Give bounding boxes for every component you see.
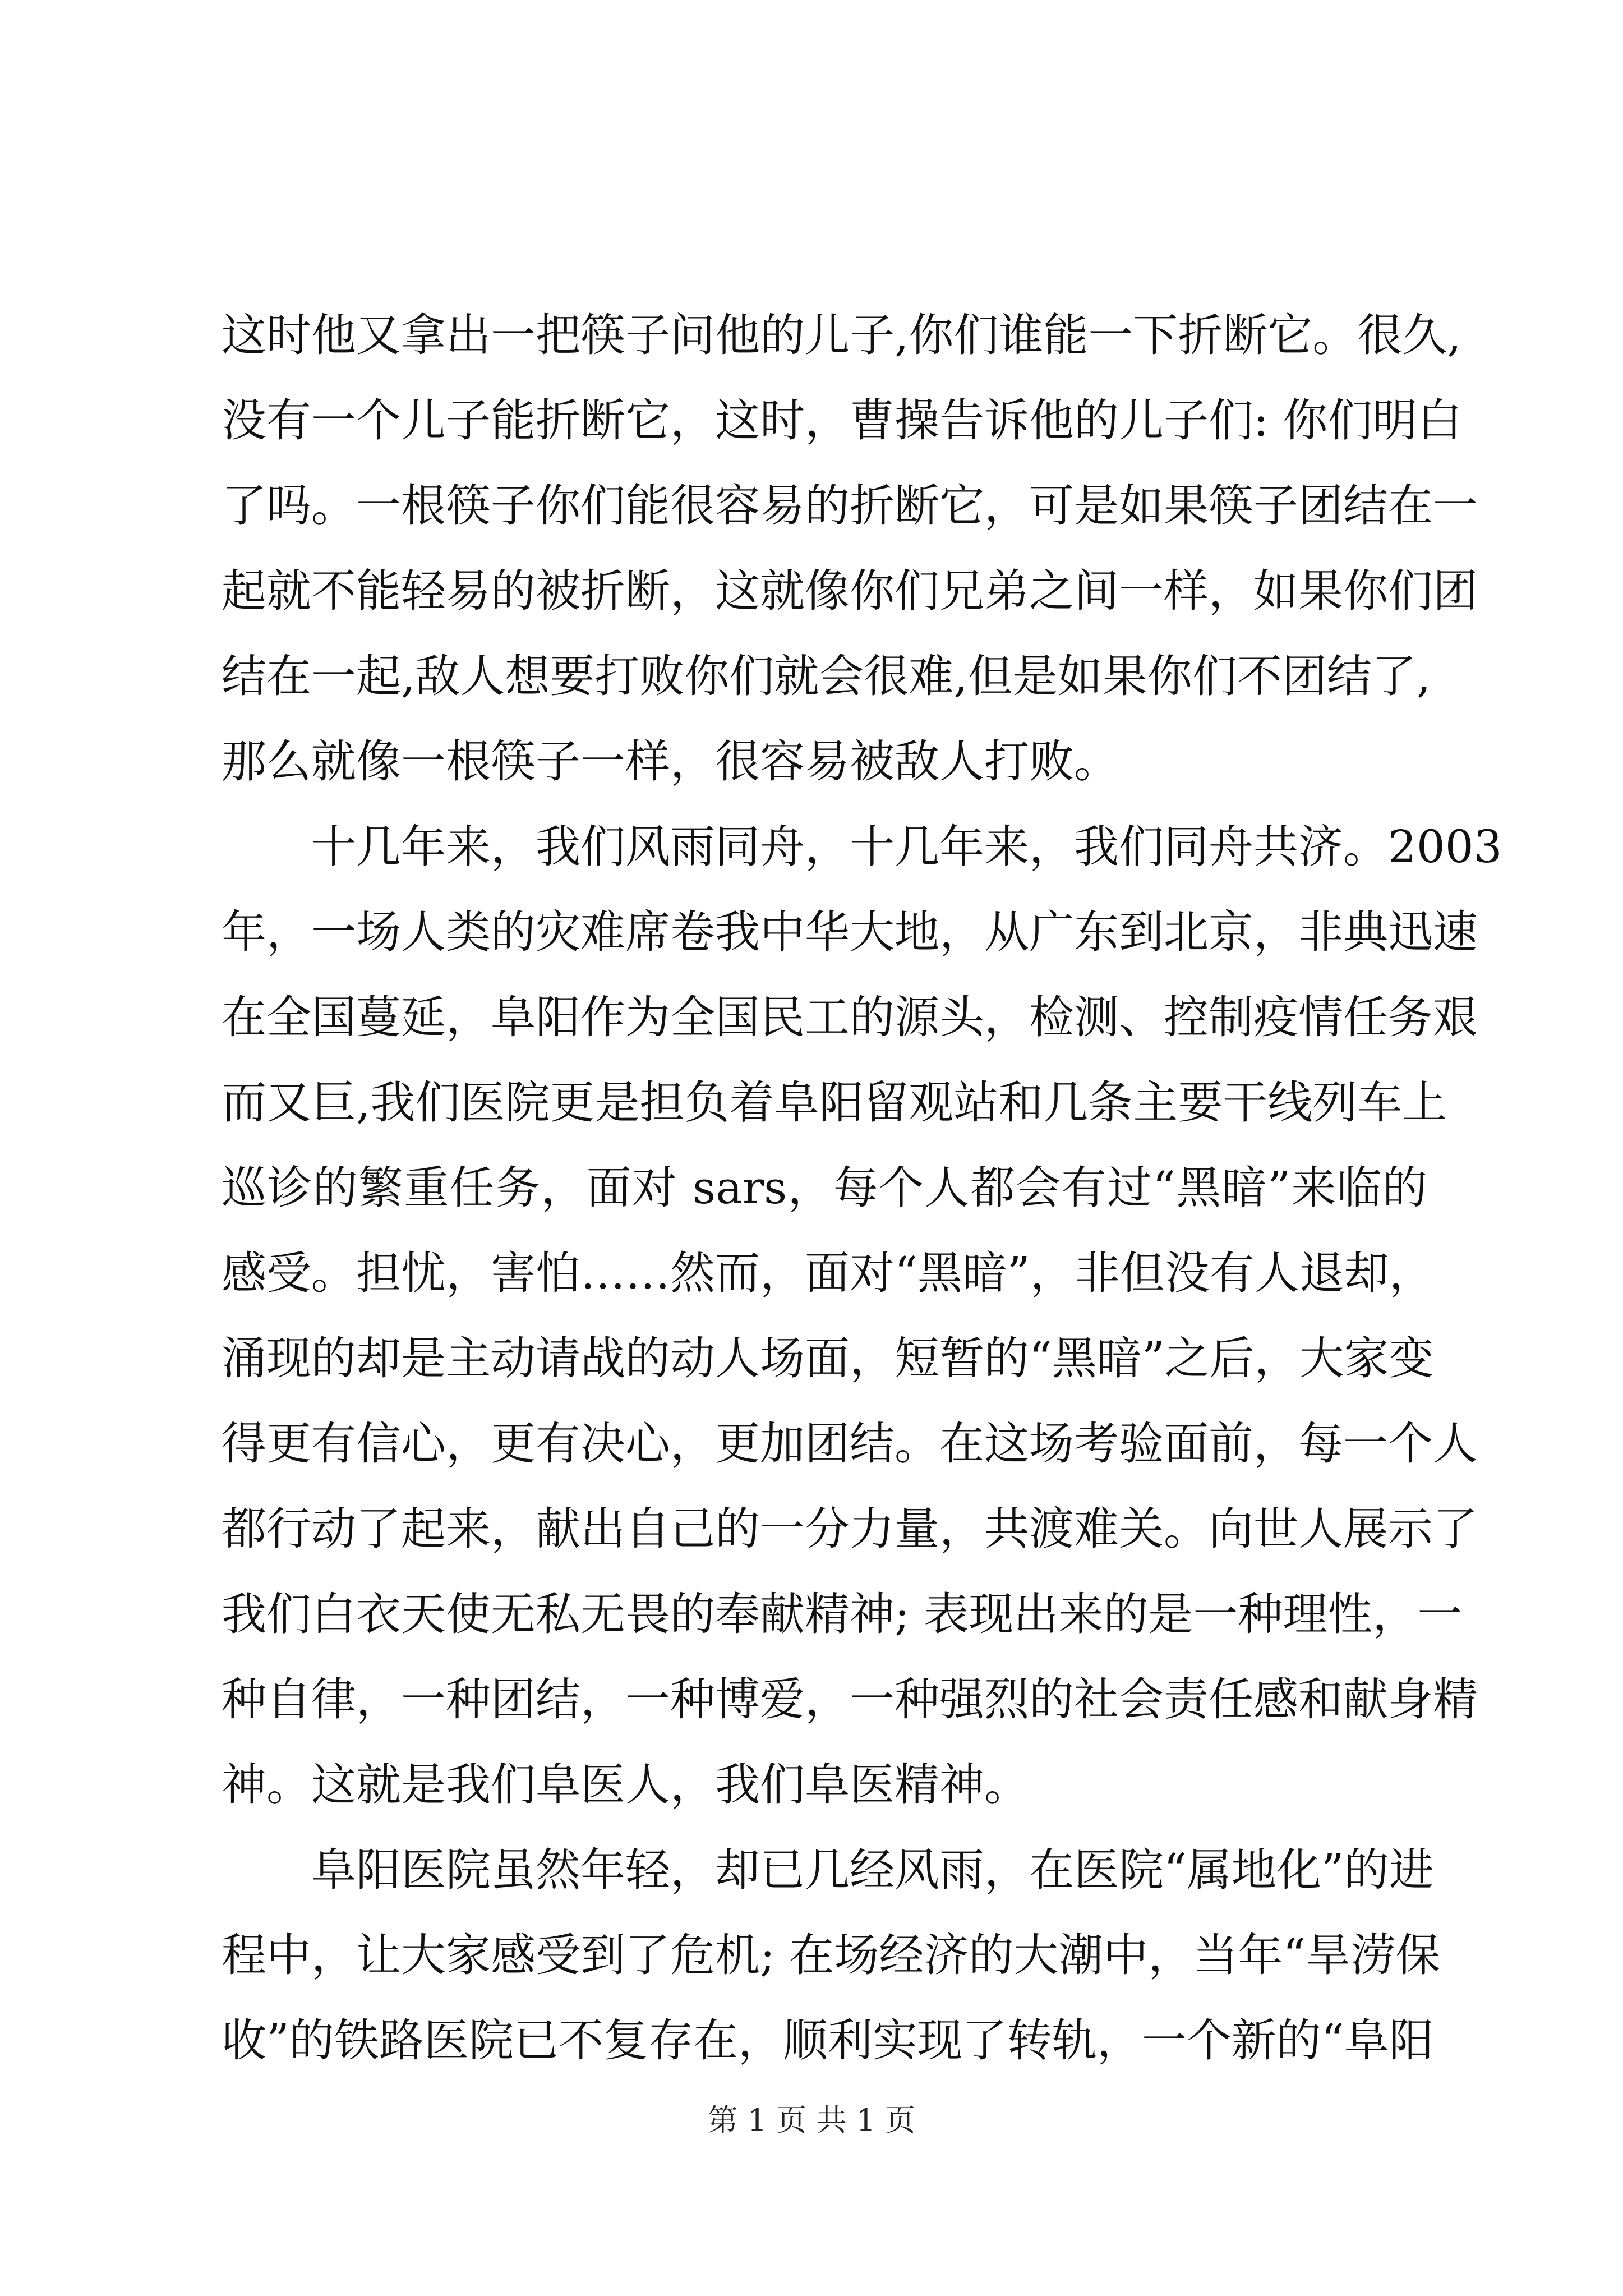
text-line: 那么就像一根筷子一样，很容易被敌人打败。 [222,735,1119,788]
text-line: 年，一场人类的灾难席卷我中华大地，从广东到北京，非典迅速 [222,906,1478,958]
text-line: 我们白衣天使无私无畏的奉献精神; 表现出来的是一种理性，一 [222,1588,1463,1640]
text-line: 没有一个儿子能折断它，这时，曹操告诉他的儿子们: 你们明白 [222,394,1463,447]
text-line: 起就不能轻易的被折断，这就像你们兄弟之间一样，如果你们团 [222,565,1478,617]
text-line: 感受。担忧，害怕……然而，面对“黑暗”，非但没有人退却， [222,1247,1434,1299]
text-line: 得更有信心，更有决心，更加团结。在这场考验面前，每一个人 [222,1418,1478,1470]
text-line: 阜阳医院虽然年轻，却已几经风雨，在医院“属地化”的进 [311,1844,1434,1896]
text-line: 在全国蔓延，阜阳作为全国民工的源头，检测、控制疫情任务艰 [222,991,1478,1043]
text-line: 都行动了起来，献出自己的一分力量，共渡难关。向世人展示了 [222,1503,1478,1555]
text-line: 巡诊的繁重任务，面对 sars，每个人都会有过“黑暗”来临的 [222,1162,1427,1214]
text-line: 十几年来，我们风雨同舟，十几年来，我们同舟共济。2003 [311,821,1502,873]
text-line: 而又巨,我们医院更是担负着阜阳留观站和几条主要干线列车上 [222,1076,1447,1129]
text-line: 程中，让大家感受到了危机; 在场经济的大潮中，当年“旱涝保 [222,1929,1441,1981]
text-line: 涌现的却是主动请战的动人场面，短暂的“黑暗”之后，大家变 [222,1332,1434,1384]
text-line: 了吗。一根筷子你们能很容易的折断它，可是如果筷子团结在一 [222,480,1478,532]
text-line: 神。这就是我们阜医人，我们阜医精神。 [222,1759,1029,1811]
text-line: 这时他又拿出一把筷子问他的儿子,你们谁能一下折断它。很久, [222,309,1461,361]
text-line: 结在一起,敌人想要打败你们就会很难,但是如果你们不团结了, [222,650,1431,702]
page-footer: 第 1 页 共 1 页 [707,2102,916,2138]
text-line: 种自律，一种团结，一种博爱，一种强烈的社会责任感和献身精 [222,1673,1478,1726]
text-line: 收”的铁路医院已不复存在，顺利实现了转轨，一个新的“阜阳 [222,2014,1434,2067]
